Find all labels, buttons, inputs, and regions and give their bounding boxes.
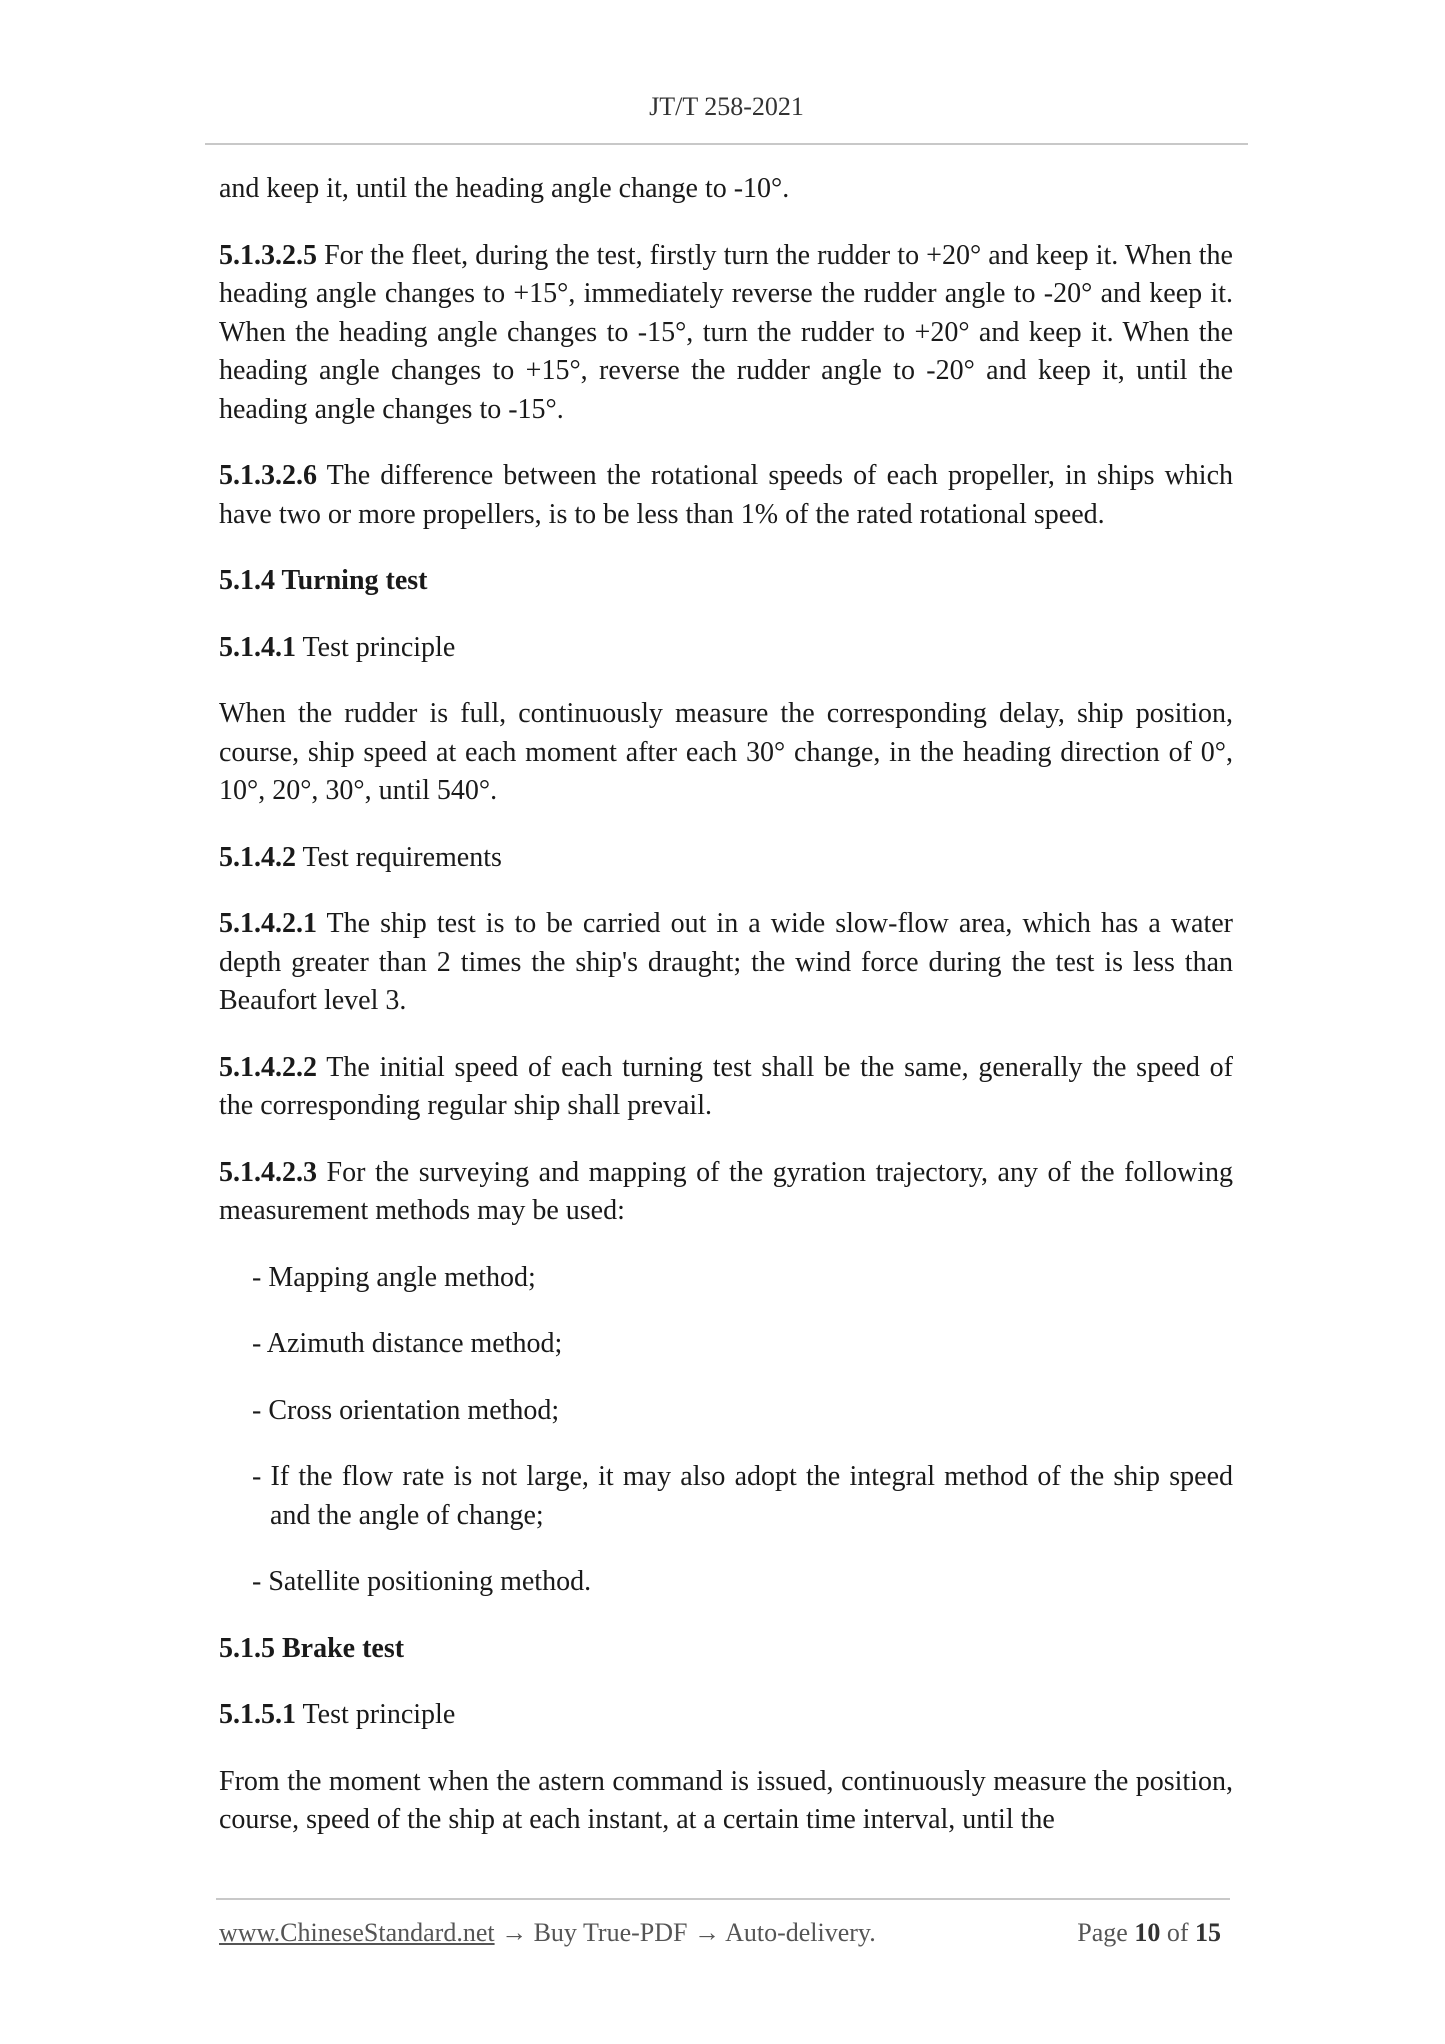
paragraph-continuation: and keep it, until the heading angle change to -10°. bbox=[219, 173, 790, 204]
list-item: - Azimuth distance method; bbox=[252, 1328, 563, 1359]
clause-number: 5.1.3.2.6 bbox=[219, 460, 317, 491]
of-label: of bbox=[1160, 1918, 1195, 1947]
page-number: 10 bbox=[1134, 1918, 1161, 1947]
clause-text: For the fleet, during the test, firstly turn the rudder to +20° and keep it. When the heading angle changes to +15°, immediately reverse the rudder angle to -20° and keep it. When the heading angle changes to -15°, turn the rudder to +20° and keep it. When the heading angle changes to +15°, reverse the rudder angle to -20° and keep it, until the heading angle changes to -15°. bbox=[219, 239, 1233, 425]
clause-5-1-4-2 bbox=[219, 839, 1233, 878]
list-item: - Mapping angle method; bbox=[252, 1261, 536, 1293]
clause-number: 5.1.5.1 bbox=[219, 1699, 296, 1730]
clause-5-1-3-2-6 bbox=[219, 457, 1233, 534]
delivery-text: Auto-delivery. bbox=[725, 1918, 876, 1947]
clause-text: Test requirements bbox=[296, 841, 502, 873]
clause-number: 5.1.4.2.1 bbox=[219, 908, 317, 939]
clause-5-1-4-2-1 bbox=[219, 905, 1233, 1021]
footer-divider bbox=[216, 1898, 1230, 1900]
clause-5-1-4-2-3 bbox=[219, 1154, 1233, 1231]
clause-number: 5.1.4.1 bbox=[219, 631, 296, 663]
clause-5-1-5-1 bbox=[219, 1696, 1233, 1735]
clause-text: The initial speed of each turning test shall be the same, generally the speed of the corresponding regular ship shall prevail. bbox=[219, 1051, 1233, 1121]
buy-text: Buy True-PDF bbox=[533, 1918, 688, 1947]
clause-number: 5.1.3.2.5 bbox=[219, 239, 317, 271]
list-item: - Cross orientation method; bbox=[252, 1394, 560, 1426]
list-item: - If the flow rate is not large, it may also adopt the integral method of the ship speed and the angle of change; bbox=[252, 1461, 1233, 1531]
clause-text: For the surveying and mapping of the gyration trajectory, any of the following measurement methods may be used: bbox=[219, 1156, 1233, 1226]
page-label: Page bbox=[1077, 1918, 1135, 1947]
clause-5-1-4-2-2 bbox=[219, 1049, 1233, 1126]
header-divider bbox=[205, 143, 1248, 145]
clause-number: 5.1.4.2.2 bbox=[219, 1051, 317, 1083]
clause-text: Test principle bbox=[296, 1699, 456, 1730]
page-body bbox=[219, 170, 1233, 1868]
list-item: - Satellite positioning method. bbox=[252, 1566, 592, 1597]
document-header: JT/T 258-2021 bbox=[649, 92, 804, 121]
paragraph-turning-principle: When the rudder is full, continuously measure the corresponding delay, ship position, course, ship speed at each moment after each 30° change, in the heading direction of 0°, 10°, 20°, 30°, until 540°. bbox=[219, 698, 1233, 806]
clause-5-1-3-2-5 bbox=[219, 237, 1233, 430]
page-footer bbox=[219, 1918, 1233, 1948]
clause-text: The ship test is to be carried out in a wide slow-flow area, which has a water depth greater than 2 times the ship's draught; the wind force during the test is less than Beaufort level 3. bbox=[219, 908, 1233, 1016]
clause-number: 5.1.4.2.3 bbox=[219, 1156, 317, 1188]
section-heading-brake-test: 5.1.5 Brake test bbox=[219, 1632, 405, 1664]
clause-text: Test principle bbox=[296, 631, 456, 663]
arrow-right-icon: → bbox=[494, 1918, 534, 1947]
section-heading-turning-test: 5.1.4 Turning test bbox=[219, 565, 428, 596]
paragraph-brake-principle: From the moment when the astern command is issued, continuously measure the position, course, speed of the ship at each instant, at a certain time interval, until the bbox=[219, 1765, 1233, 1835]
clause-text: The difference between the rotational speeds of each propeller, in ships which have two or more propellers, is to be less than 1% of the rated rotational speed. bbox=[219, 460, 1233, 530]
page-total: 15 bbox=[1195, 1918, 1221, 1947]
clause-5-1-4-1 bbox=[219, 629, 1233, 668]
website-link[interactable]: www.ChineseStandard.net bbox=[219, 1918, 495, 1947]
page-indicator bbox=[1077, 1918, 1221, 1948]
clause-number: 5.1.4.2 bbox=[219, 841, 296, 873]
arrow-right-icon: → bbox=[687, 1918, 726, 1947]
